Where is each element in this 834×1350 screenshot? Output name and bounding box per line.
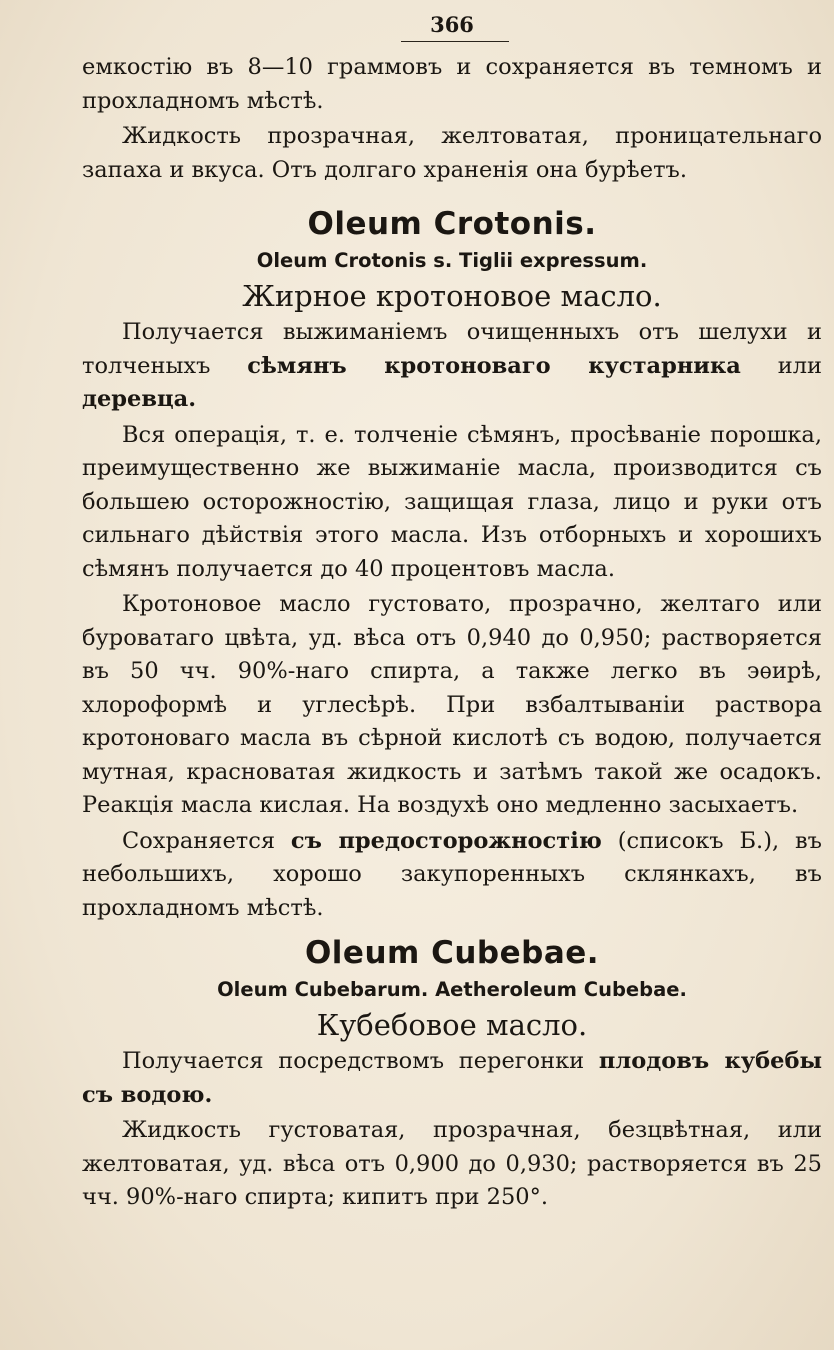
croton-paragraph-3: Кротоновое масло густовато, прозрачно, желтаго или буроватаго цвѣта, уд. вѣса отъ 0,940 до 0,950; растворяется въ 50 чч. 90%-наго спирта, а также легко въ эѳирѣ, хлороформѣ и углесѣрѣ. При взбалтываніи раствора кротоноваго масла въ сѣрной кислотѣ съ водою, получается мутная, красноватая жидкость и затѣмъ такой же осадокъ. Реакція масла кислая. На воздухѣ оно медленно засыхаетъ.: [82, 591, 822, 818]
page-number: 366: [430, 12, 474, 37]
croton-section: [82, 204, 822, 925]
intro-paragraph-2: Жидкость прозрачная, желтоватая, проницательнаго запаха и вкуса. Отъ долгаго храненія она бурѣетъ.: [82, 123, 822, 183]
cubeb-paragraph-1: Получается посредствомъ перегонки плодовъ кубебы съ водою.: [82, 1048, 823, 1108]
croton-paragraph-2: Вся операція, т. е. толченіе сѣмянъ, просѣваніе порошка, преимущественно же выжиманіе масла, производится съ большею осторожностію, защищая глаза, лицо и руки отъ сильнаго дѣйствія этого масла. Изъ отборныхъ и хорошихъ сѣмянъ получается до 40 процентовъ масла.: [82, 421, 822, 582]
cubeb-synonym: Oleum Cubebarum. Aetheroleum Cubebae.: [217, 978, 687, 1001]
croton-paragraph-1: Получается выжиманіемъ очищенныхъ отъ шелухи и толченыхъ сѣмянъ кротоноваго кустарника или деревца.: [82, 319, 822, 412]
cubeb-paragraph-2: Жидкость густоватая, прозрачная, безцвѣтная, или желтоватая, уд. вѣса отъ 0,900 до 0,930; растворяется въ 25 чч. 90%-наго спирта; кипитъ при 250°.: [82, 1117, 822, 1210]
intro-paragraph-1: емкостію въ 8—10 граммовъ и сохраняется въ темномъ и прохладномъ мѣстѣ.: [82, 54, 822, 114]
croton-synonym: Oleum Crotonis s. Tiglii expressum.: [256, 249, 648, 272]
cubeb-section: [82, 933, 822, 1215]
cubeb-russian-title: Кубебовое масло.: [316, 1008, 588, 1042]
cubeb-title: Oleum Cubebae.: [304, 935, 600, 971]
intro-section: [82, 51, 822, 187]
header-rule: [401, 41, 509, 42]
croton-russian-title: Жирное кротоновое масло.: [242, 279, 662, 313]
croton-paragraph-4: Сохраняется съ предосторожностію (списокъ Б.), въ небольшихъ, хорошо закупоренныхъ склянкахъ, въ прохладномъ мѣстѣ.: [82, 827, 823, 921]
croton-title: Oleum Crotonis.: [307, 206, 597, 242]
